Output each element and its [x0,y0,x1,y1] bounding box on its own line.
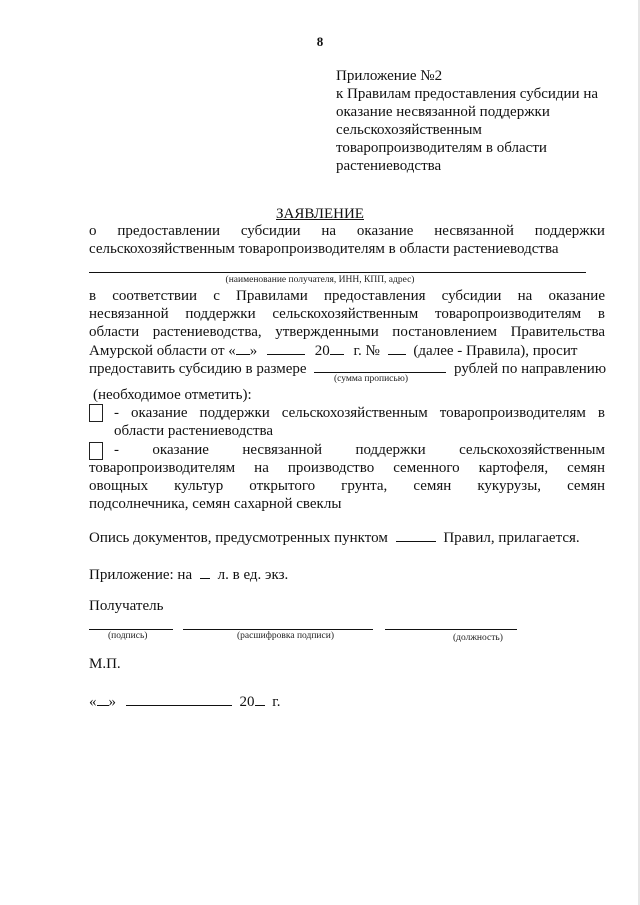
appendix-line: Приложение №2 [336,68,443,84]
subsidy-amount-blank[interactable] [314,359,446,373]
date-text: » [108,694,116,710]
option-2-line: овощных культур открытого грунта, семян кукурузы, семян [89,478,605,494]
date-day-blank[interactable] [97,692,109,706]
subject-word: о [89,223,97,239]
body-text: » [249,343,258,359]
inventory-line [89,528,580,547]
date-month-blank[interactable] [126,692,232,706]
option-2-line: подсолнечника, семян сахарной свеклы [89,496,342,512]
appendix-line: растениеводства [336,158,442,174]
position-line[interactable] [385,629,517,630]
month-blank[interactable] [267,341,305,355]
page-number: 8 [316,34,324,49]
inventory-text: Правил, прилагается. [443,530,580,546]
subject-word: оказание [356,223,414,239]
attachment-line [89,565,288,584]
option-1-checkbox[interactable] [89,404,103,422]
recipient-input-line[interactable] [89,272,586,273]
position-caption: (должность) [453,633,503,643]
body-line-1: в соответствии с Правилами предоставления субсидии на оказание [89,288,605,304]
recipient-caption: (наименование получателя, ИНН, КПП, адрес) [225,275,415,285]
recipient-label: Получатель [89,598,164,614]
resolution-number-blank[interactable] [388,341,406,355]
signature-caption: (подпись) [108,631,148,641]
signature-decoding-line[interactable] [183,629,373,630]
year-blank[interactable] [330,341,344,355]
body-text: рублей по направлению [454,361,607,377]
options-header: (необходимое отметить): [93,387,252,403]
sheet-count-blank[interactable] [200,565,210,579]
body-line-2: несвязанной поддержки сельскохозяйственным товаропроизводителям в [89,306,605,322]
appendix-block [336,67,626,175]
body-line-3: области растениеводства, утвержденными постановлением Правительства [89,324,605,340]
body-text: Амурской области от « [89,343,236,359]
subject-word: субсидии [240,223,301,239]
clause-number-blank[interactable] [396,528,436,542]
attachment-text: л. в ед. экз. [217,567,289,583]
inventory-text: Опись документов, предусмотренных пунктом [89,530,388,546]
option-1-line: области растениеводства [114,423,274,439]
stamp-label: М.П. [89,656,121,672]
subject-word: несвязанной [434,223,514,239]
decoding-caption: (расшифровка подписи) [237,631,334,641]
appendix-line: к Правилам предоставления субсидии на [336,86,599,102]
body-text: (далее - Правила), просит [413,343,578,359]
body-text: предоставить субсидию в размере [89,361,307,377]
attachment-text: Приложение: на [89,567,193,583]
option-2-line: товаропроизводителям на производство семенного картофеля, семян [89,460,605,476]
date-text: г. [272,694,281,710]
option-1-line: - оказание поддержки сельскохозяйственным товаропроизводителям в [114,405,605,421]
date-year-blank[interactable] [255,692,265,706]
signature-line[interactable] [89,629,173,630]
appendix-line: оказание несвязанной поддержки [336,104,550,120]
appendix-line: сельскохозяйственным [336,122,482,138]
option-2-checkbox[interactable] [89,442,103,460]
subject-word: на [321,223,337,239]
date-line [89,692,280,711]
option-2-line: - оказание несвязанной поддержки сельскохозяйственным [114,442,605,458]
subject-line-1 [89,222,605,240]
subject-line-2: сельскохозяйственным товаропроизводителям в области растениеводства [89,241,559,257]
appendix-line: товаропроизводителям в области [336,140,547,156]
body-text: 20 [314,343,330,359]
body-text: г. № [353,343,380,359]
day-blank[interactable] [236,341,250,355]
body-line-4 [89,341,577,360]
date-text: 20 [239,694,255,710]
date-text: « [89,694,97,710]
subject-word: предоставлении [117,223,220,239]
subject-word: поддержки [534,223,605,239]
sum-caption: (сумма прописью) [334,374,408,384]
document-title: ЗАЯВЛЕНИЕ [276,206,364,222]
